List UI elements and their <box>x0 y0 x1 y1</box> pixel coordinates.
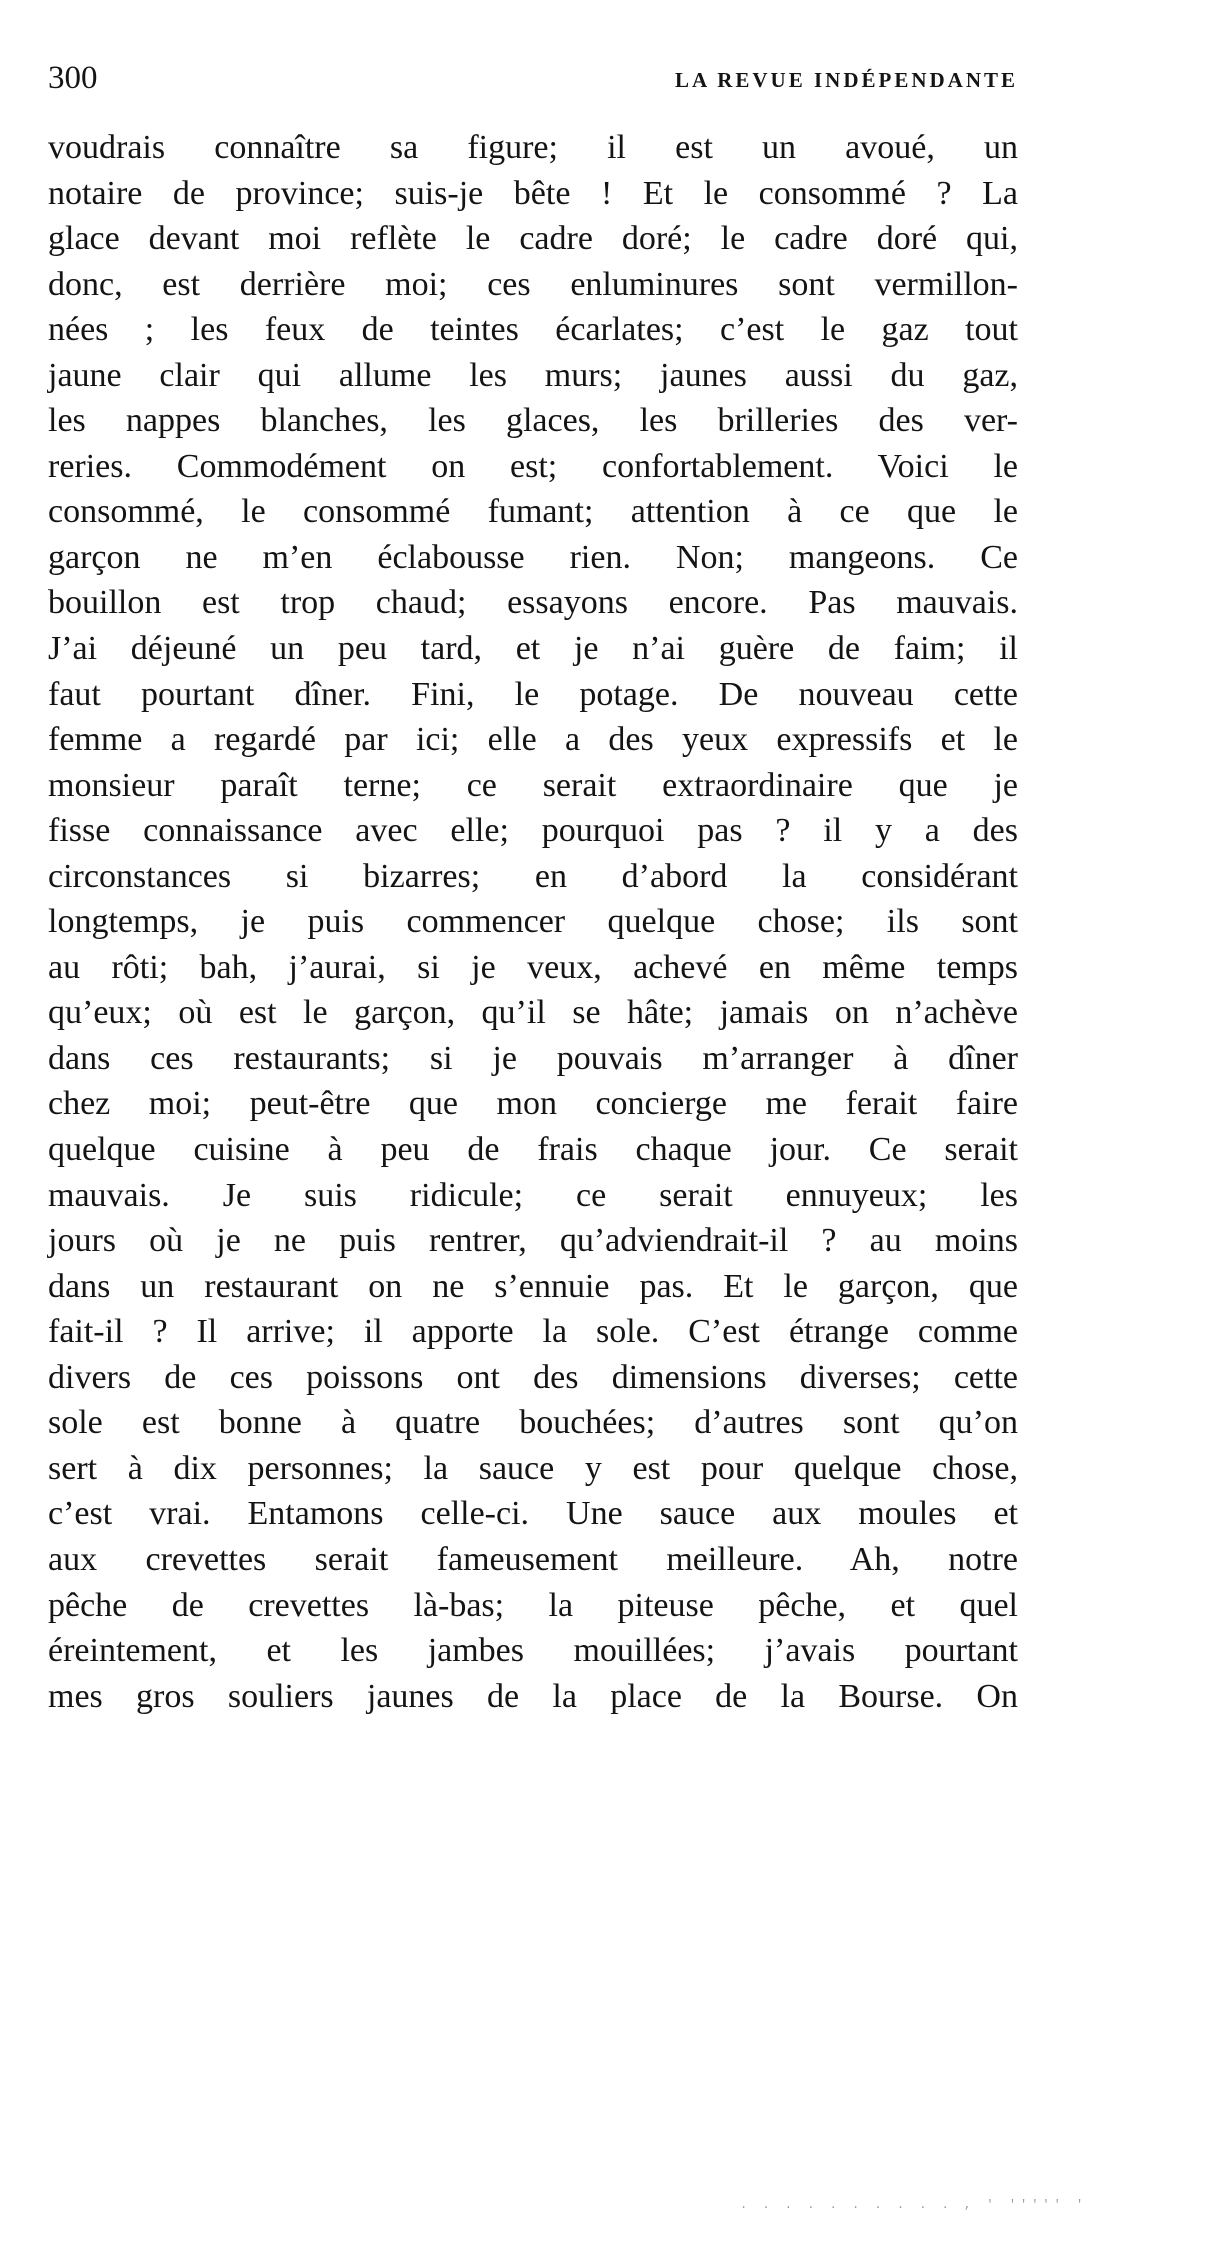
text-line-33: pêche de crevettes là-bas; la piteuse pêche, et quel <box>48 1586 1018 1624</box>
text-line-2: notaire de province; suis-je bête ! Et le consommé ? La <box>48 174 1018 212</box>
text-line-17: circonstances si bizarres; en d’abord la considérant <box>48 857 1018 895</box>
text-line-5: nées ; les feux de teintes écarlates; c’est le gaz tout <box>48 311 1018 349</box>
text-line-26: dans un restaurant on ne s’ennuie pas. Et le garçon, que <box>48 1267 1018 1305</box>
text-line-34: éreintement, et les jambes mouillées; j’avais pourtant <box>48 1632 1018 1670</box>
text-line-13: faut pourtant dîner. Fini, le potage. De nouveau cette <box>48 675 1018 713</box>
text-line-19: au rôti; bah, j’aurai, si je veux, achevé en même temps <box>48 948 1018 986</box>
text-line-27: fait-il ? Il arrive; il apporte la sole. C’est étrange comme <box>48 1313 1018 1351</box>
text-line-28: divers de ces poissons ont des dimensions diverses; cette <box>48 1358 1018 1396</box>
scan-artifact-marks: . . . . . . . . . . , ' ''''' ' <box>740 2198 1088 2212</box>
text-line-35: mes gros souliers jaunes de la place de la Bourse. On <box>48 1677 1018 1715</box>
text-line-21: dans ces restaurants; si je pouvais m’arranger à dîner <box>48 1039 1018 1077</box>
text-line-20: qu’eux; où est le garçon, qu’il se hâte; jamais on n’achève <box>48 994 1018 1032</box>
text-line-10: garçon ne m’en éclabousse rien. Non; mangeons. Ce <box>48 538 1018 576</box>
text-line-15: monsieur paraît terne; ce serait extraordinaire que je <box>48 766 1018 804</box>
body-text <box>48 125 1018 1719</box>
text-line-9: consommé, le consommé fumant; attention à ce que le <box>48 493 1018 531</box>
running-title: LA REVUE INDÉPENDANTE <box>674 68 1018 92</box>
text-line-23: quelque cuisine à peu de frais chaque jour. Ce serait <box>48 1131 1018 1169</box>
text-line-32: aux crevettes serait fameusement meilleure. Ah, notre <box>48 1540 1018 1578</box>
text-line-30: sert à dix personnes; la sauce y est pour quelque chose, <box>48 1449 1018 1487</box>
running-head <box>48 58 1018 98</box>
text-line-8: reries. Commodément on est; confortablement. Voici le <box>48 447 1018 485</box>
text-line-24: mauvais. Je suis ridicule; ce serait ennuyeux; les <box>48 1176 1018 1214</box>
text-line-31: c’est vrai. Entamons celle-ci. Une sauce aux moules et <box>48 1495 1018 1533</box>
text-line-1: voudrais connaître sa figure; il est un avoué, un <box>48 129 1018 166</box>
text-line-3: glace devant moi reflète le cadre doré; le cadre doré qui, <box>48 220 1018 258</box>
text-line-4: donc, est derrière moi; ces enluminures sont vermillon- <box>48 265 1018 303</box>
text-line-18: longtemps, je puis commencer quelque chose; ils sont <box>48 903 1018 941</box>
text-line-7: les nappes blanches, les glaces, les brilleries des ver- <box>48 402 1018 440</box>
text-line-14: femme a regardé par ici; elle a des yeux expressifs et le <box>48 721 1018 759</box>
text-line-6: jaune clair qui allume les murs; jaunes aussi du gaz, <box>48 356 1018 394</box>
text-line-16: fisse connaissance avec elle; pourquoi pas ? il y a des <box>48 812 1018 850</box>
text-line-22: chez moi; peut-être que mon concierge me ferait faire <box>48 1085 1018 1123</box>
text-line-11: bouillon est trop chaud; essayons encore. Pas mauvais. <box>48 584 1018 622</box>
text-line-29: sole est bonne à quatre bouchées; d’autres sont qu’on <box>48 1404 1018 1442</box>
text-line-12: J’ai déjeuné un peu tard, et je n’ai guère de faim; il <box>48 630 1018 668</box>
page-number: 300 <box>48 60 98 96</box>
text-line-25: jours où je ne puis rentrer, qu’adviendrait-il ? au moins <box>48 1222 1018 1260</box>
